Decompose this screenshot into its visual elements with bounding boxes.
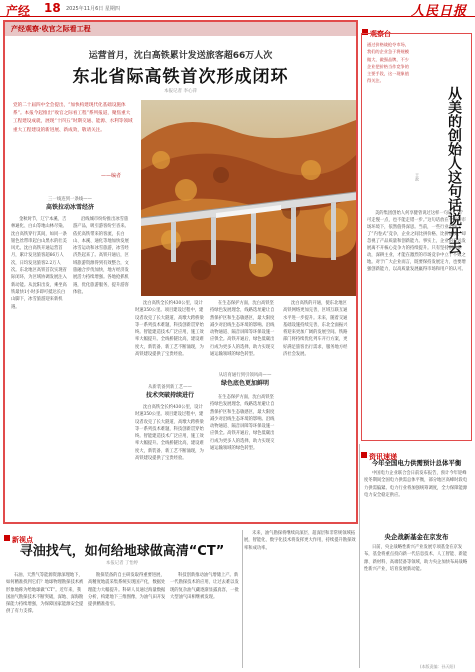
masthead: [0, 0, 475, 17]
bottom-col-4: 未来，油气勘探将继续向深层、超深层和非常规领域拓展，智能化、数字化技术将发挥更大作用，持续提升勘探效率和成功率。: [244, 531, 356, 551]
column-author: 王政: [415, 173, 420, 181]
lead-subhead-3: [210, 372, 280, 387]
lead-byline: 本报记者 李心萍: [164, 89, 197, 94]
lead-col-1: 金秋时节，辽宁本溪、吉林通化、白山等地山林尽染。沈白高铁穿行其间，如同一条银色丝带串起白山黑水的壮美风光。沈白高铁开通运营首月，累计发送旅客超66万人次，日均发送旅客2.2万人次。东北地区高铁首次实现省际闭环，为区域协调发展注入新动能。从沈阳出发，乘坐高铁最快1小时多即可抵达长白山脚下，冰雪旅游迎来新机遇。: [11, 217, 67, 310]
page-footer: (本版责编：孙天阳): [420, 664, 456, 669]
subhead-1-title: 高铁拉动冰雪经济: [45, 204, 94, 211]
lead-subhead-1: [11, 196, 129, 211]
subhead-3-pre: 从培育通行到引领风尚——: [218, 373, 272, 378]
bottom-label-text: 新视点: [12, 536, 33, 544]
column-body: 美的集团创始人何享健曾说过这样一句话：“宁可走慢一点，也不能走错一步。”这句话放在今天的市场环境下，依然值得深思。当前，一些行业出现了“内卷式”竞争，企业之间比拼价格、比拼速度，却忽视了产品质量和创新能力。事实上，企业的长远发展离不开核心竞争力的持续提升。只有坚持创新驱动，深耕主业，才能在激烈的市场竞争中立于不败之地。对于广大企业而言，既要保持发展定力，也要增强创新能力，以高质量发展赢得市场和用户的认可。: [367, 211, 466, 272]
page-number: 18: [44, 1, 61, 15]
lead-kicker: 运营首月，沈白高铁累计发送旅客超66万人次: [88, 51, 273, 61]
lead-header-bar: [5, 22, 356, 36]
column-label-text: 观察台: [370, 30, 391, 38]
bottom-byline: 本报记者 丁怡婷: [105, 561, 139, 566]
lead-col-4b: 在生态保护方面，沈白高铁坚持绿色发展理念，线路选址避让自然保护区和生态敏感区，最大限度减少对沿线生态环境的影响。沿线动物通道、隔音屏障等环保设施一应俱全。高铁开通后，绿色低碳出行成为更多人的选择，助力实现交通运输领域的绿色转型。: [210, 395, 275, 452]
section-marker-icon: [361, 452, 367, 458]
lead-subhead-2: [135, 384, 205, 399]
editor-signature: ——编者: [101, 173, 122, 179]
lead-headline: 东北省际高铁首次形成闭环: [72, 67, 289, 87]
column-title: 从美的创始人这句话说开去: [446, 86, 462, 254]
subhead-1-pre: 三一线连到一条线——: [48, 197, 92, 202]
column-divider: [242, 530, 243, 668]
lead-section-label: 产经观察·收官之际看工程: [11, 25, 91, 33]
column-divider: [359, 444, 360, 668]
subhead-2-pre: 从新装备到新工艺——: [148, 385, 192, 390]
news-headline-2: 央企战新基金在京发布: [384, 533, 449, 541]
lead-col-2: 沿线城市纷纷推出冰雪旅游产品，吸引游客纷至沓来。依托高铁带来的客流，长白山、本溪、通化等地加快发展冰雪运动和冰雪旅游，冰雪经济热起来了。高铁开通后，区域旅游资源得到有效整合，文旅融合步伐加快，地方经济发展活力持续增强。各地抢抓机遇，优化旅游服务，提升游客体验。: [73, 217, 129, 295]
issue-date: 2025年11月6日 星期四: [66, 6, 120, 12]
lead-col-5: 沈白高铁的开通，使东北地区高铁网络更加完善，区域互联互通水平进一步提升。未来，随着交通基础设施持续完善，东北全面振兴将迎来更加广阔的发展空间。铁路部门将持续优化列车开行方案，更好满足旅客出行需求，服务地方经济社会发展。: [283, 301, 348, 358]
bottom-col-2: 勘探装备的自主研发取得重要进展，高精度地震采集系统实现国产化，数据处理能力大幅提升。科研人员通过海量数据分析，构建地下三维图像，为油气田开发提供精准指引。: [88, 573, 166, 608]
lead-col-3: 沈白高铁全长约430公里，设计时速350公里。项目建设过程中，建设者攻克了长大隧道、高墩大跨桥梁等一系列技术难题，科技创新贯穿始终。智能建造技术广泛应用，施工效率大幅提升。全线桥隧比高，建设难度大，新装备、新工艺不断涌现，为高铁建设提供了宝贵经验。: [135, 301, 204, 358]
lead-col-4: 在生态保护方面，沈白高铁坚持绿色发展理念，线路选址避让自然保护区和生态敏感区，最大限度减少对沿线生态环境的影响。沿线动物通道、隔音屏障等环保设施一应俱全。高铁开通后，绿色低碳出行成为更多人的选择，助力实现交通运输领域的绿色转型。: [210, 301, 275, 358]
bottom-col-1: 石油、天然气等能源资源深埋地下，如何精准找到它们？地球物理勘探技术被形象地称为给地球做“CT”。近年来，我国油气勘探技术不断突破，深地、深海勘探能力持续增强，为保障国家能源安全提供了有力支撑。: [6, 573, 84, 615]
column-intro: 通过价格战抢夺市场，我们的企业急于将规模做大、做强品牌，不少企业把价格当作竞争的主要手段，这一现象值得关注。: [367, 42, 409, 84]
high-speed-rail-photo: [141, 100, 356, 296]
newspaper-logo: 人民日报: [410, 4, 467, 19]
bottom-col-3: 科技创新推动油气增储上产。新一代勘探技术的应用，让过去难以发现的复杂油气藏逐渐显露真容，一批大型油气田相继被发现。: [170, 573, 239, 600]
section-title: 产经: [6, 4, 31, 18]
lead-story: [3, 20, 358, 524]
bottom-headline: 寻油找气，如何给地球做高清“CT”: [19, 544, 225, 559]
news-label-text: 资讯速递: [369, 453, 397, 461]
lead-col-3b: 沈白高铁全长约430公里，设计时速350公里。项目建设过程中，建设者攻克了长大隧道、高墩大跨桥梁等一系列技术难题，科技创新贯穿始终。智能建造技术广泛应用，施工效率大幅提升。全线桥隧比高，建设难度大，新装备、新工艺不断涌现，为高铁建设提供了宝贵经验。: [135, 405, 204, 462]
lead-editor-note: 党的二十届四中全会提出，“加快构建现代化基础设施体系”。本报今起推出“收官之际看工程”系列报道，聚焦重大工程建设成就，展现“十四五”时期交通、能源、水利等领域重大工程建设的新进展、新成效，敬请关注。: [13, 103, 133, 133]
news-body-1: 中国电力企业联合会日前发布报告，预计今年迎峰度冬期间全国电力供需总体平衡，部分地区高峰时段电力供需偏紧。电力行业将加强统筹调度，全力保障能源电力安全稳定供应。: [364, 471, 468, 498]
column-label: [362, 21, 472, 38]
subhead-2-title: 技术突破持续进行: [145, 392, 194, 399]
subhead-3-title: 绿色底色更加鲜明: [220, 380, 269, 387]
news-body-2: 日前，央企战略性新兴产业发展专项基金在京发布，基金将重点投向新一代信息技术、人工智能、新能源、新材料、高端装备等领域，助力央企加快布局战略性新兴产业，培育发展新动能。: [364, 545, 468, 572]
news-headline-1: 今年全国电力供需预计总体平衡: [371, 459, 462, 467]
